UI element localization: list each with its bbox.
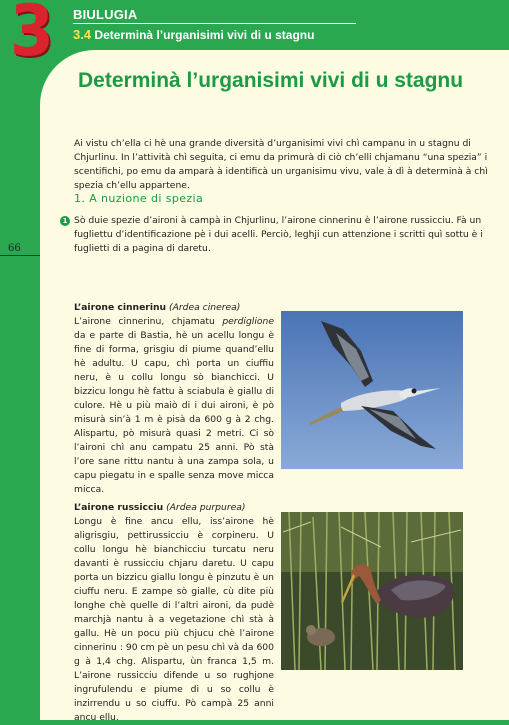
- chapter-title: BIULUGIA: [73, 7, 138, 22]
- species-description: L’airone cinnerinu, chjamatu perdiglione da e parte di Bastia, hè un acellu longu è fine di forma, grisgiu di piume quand’ellu hè adultu. U capu, chì porta un ciuffiu neru, è u collu longu sò bianchicci. U bizzicu longu hè fattu à sciabula è giallu di culore. Hè u più maiò di i dui aironi, è pò misurà sin’à 1 m è pisà da 600 g à 2 chg. Alispartu, pò misurà quasi 2 metri. Ci sò l’aironi chì anu campatu 25 anni. Pò stà l’ore sane rittu nantu à una zampa sola, u capu piegatu in e spalle senza move micca micca.: [74, 316, 274, 495]
- species-block-grey-heron: [74, 301, 274, 497]
- species-name: L’airone russicciu: [74, 502, 164, 513]
- species-block-purple-heron: [74, 501, 274, 725]
- species-latin-name: (Ardea purpurea): [166, 502, 246, 513]
- purple-heron-photo: [281, 512, 463, 670]
- grey-heron-photo: [281, 311, 463, 469]
- species-description: Longu è fine ancu ellu, iss’airone hè aligrisgiu, pettirussicciu è corpineru. U collu longu hè bianchicciu turcatu neru davanti è russicciu chjaru daretu. U capu porta un bizzicu giallu longu è pinzutu è un ciuffu neru. E zampe sò gialle, cù dite più longhe chè quelle di l’altri aironi, da pudè marchjà nantu à a vegetazione chì stà à gallu. Hè un pocu più chjucu chè l’airone cinnerinu : 90 cm pè un pesu chì và da 600 g à 1,4 chg. Alispartu, ùn franca 1,5 m. L’airone russicciu difende u so rughjone ingrufulendu e piume di u so collu è inzirrendu u so ciuffu. Pò campà 25 anni ancu ellu.: [74, 516, 274, 723]
- species-name: L’airone cinnerinu: [74, 302, 167, 313]
- page-number-rule: [0, 255, 40, 256]
- section-heading: [73, 27, 314, 42]
- intro-paragraph: Ai vistu ch’ella ci hè una grande diversità d’urganisimi vivi chì campanu in u stagnu di Chjurlinu. In l’attività chì seguita, ci emu da primurà di ciò ch’elli chjamanu “una spezia” i scentifichi, po emu da amparà à identificà un urganisimu vivu, vale à dì à determinà à chì spezia ch’ellu appartene.: [74, 138, 488, 191]
- page-title: Determinà l’urganisimi vivi di u stagnu: [78, 69, 464, 92]
- subsection-heading: 1. A nuzione di spezia: [74, 192, 204, 205]
- section-number: 3.4: [73, 27, 92, 42]
- section-title: Determinà l’urganisimi vivi di u stagnu: [94, 28, 315, 42]
- species-latin-name: (Ardea cinerea): [168, 302, 241, 313]
- task-number-badge: 1: [60, 216, 70, 226]
- page-number: 66: [8, 243, 21, 254]
- header-rule: [73, 23, 356, 24]
- task-text: Sò duie spezie d’aironi à campà in Chjurlinu, l’airone cinnerinu è l’airone russicciu. Fà un fugliettu d’identificazione pè i dui acelli. Perciò, leghji cun attenzione i scritti quì sottu è i fuglietti di a pagina di daretu.: [74, 215, 483, 254]
- chapter-number: 3: [10, 0, 54, 72]
